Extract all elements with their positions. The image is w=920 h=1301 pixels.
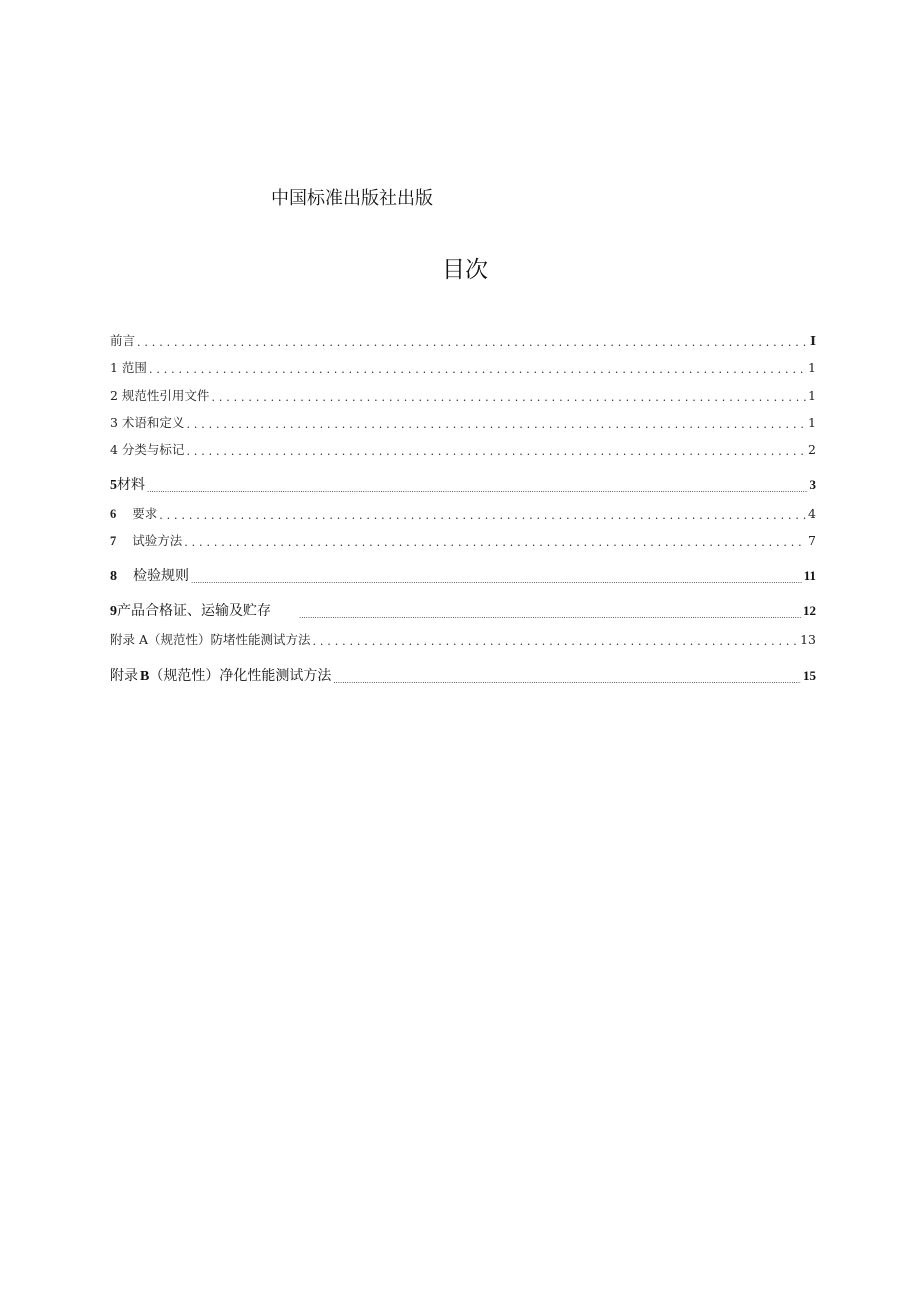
- toc-entry-terms-definitions[interactable]: [110, 413, 816, 431]
- toc-entry-prefix: 附录: [110, 668, 138, 684]
- toc-entry-label: [110, 504, 157, 522]
- toc-entry-label: [110, 474, 145, 494]
- toc-entry-inspection-rules[interactable]: [110, 565, 816, 585]
- toc-entry-annex-a[interactable]: [110, 630, 816, 648]
- toc-entry-page: 7: [808, 533, 816, 548]
- toc-entry-foreword[interactable]: [110, 331, 816, 349]
- toc-entry-text: 检验规则: [133, 568, 189, 584]
- toc-entry-letter: B: [140, 669, 150, 684]
- toc-entry-text: 要求: [132, 506, 158, 521]
- toc-entry-label: [110, 665, 331, 685]
- toc-title: 目次: [442, 257, 488, 283]
- toc-entry-page: 3: [809, 477, 816, 492]
- toc-entry-label: [110, 600, 297, 620]
- toc-entry-materials[interactable]: [110, 474, 816, 494]
- toc-entry-label: [110, 565, 189, 585]
- toc-entry-classification[interactable]: [110, 440, 816, 458]
- dot-leader: [149, 358, 806, 376]
- toc-entry-text: 材料: [117, 477, 145, 493]
- toc-entry-number: 5: [110, 478, 117, 493]
- dot-leader: [186, 440, 806, 458]
- toc-entry-label: 前言: [110, 333, 136, 348]
- publisher-line: 中国标准出版社出版: [271, 188, 433, 209]
- toc-entry-test-methods[interactable]: [110, 531, 816, 549]
- toc-entry-page: 4: [808, 506, 816, 521]
- dot-leader: [191, 565, 802, 585]
- toc-entry-label: [110, 531, 182, 549]
- toc-entry-number: 6: [110, 507, 117, 521]
- toc-entry-page: 2: [808, 442, 816, 457]
- toc-entry-number: 9: [110, 604, 117, 619]
- dot-leader: [159, 504, 806, 522]
- toc-entry-requirements[interactable]: [110, 504, 816, 522]
- toc-entry-label: 2 规范性引用文件: [110, 388, 210, 403]
- toc-entry-text: 试验方法: [132, 533, 183, 548]
- dot-leader: [186, 413, 806, 431]
- dot-leader: [333, 665, 801, 685]
- toc-entry-label: 1 范围: [110, 360, 147, 375]
- toc-entry-page: 11: [803, 568, 816, 583]
- toc-entry-certificate-transport-storage[interactable]: [110, 600, 816, 620]
- toc-entry-page: 13: [800, 632, 816, 647]
- toc-entry-scope[interactable]: [110, 358, 816, 376]
- toc-entry-page: I: [810, 333, 816, 348]
- toc-entry-number: 7: [110, 534, 117, 548]
- toc-entry-page: 12: [803, 603, 816, 618]
- dot-leader: [184, 531, 806, 549]
- toc-entry-label: 4 分类与标记: [110, 442, 185, 457]
- toc-entry-number: 8: [110, 569, 117, 584]
- toc-entry-page: 15: [803, 668, 816, 683]
- toc-entry-page: 1: [808, 360, 816, 375]
- toc-entry-label: 3 术语和定义: [110, 415, 185, 430]
- toc-entry-normative-references[interactable]: [110, 386, 816, 404]
- dot-leader: [137, 331, 808, 349]
- toc-entry-page: 1: [808, 415, 816, 430]
- toc-entry-page: 1: [808, 388, 816, 403]
- dot-leader: [313, 630, 799, 648]
- dot-leader: [147, 474, 808, 494]
- dot-leader: [211, 386, 806, 404]
- toc-entry-text: 产品合格证、运输及贮存: [117, 603, 271, 619]
- table-of-contents: [110, 0, 816, 700]
- toc-entry-label: 附录 A（规范性）防堵性能测试方法: [110, 632, 311, 647]
- toc-entry-annex-b[interactable]: [110, 665, 816, 685]
- toc-entry-text: （规范性）净化性能测试方法: [149, 668, 332, 684]
- dot-leader: [299, 600, 801, 620]
